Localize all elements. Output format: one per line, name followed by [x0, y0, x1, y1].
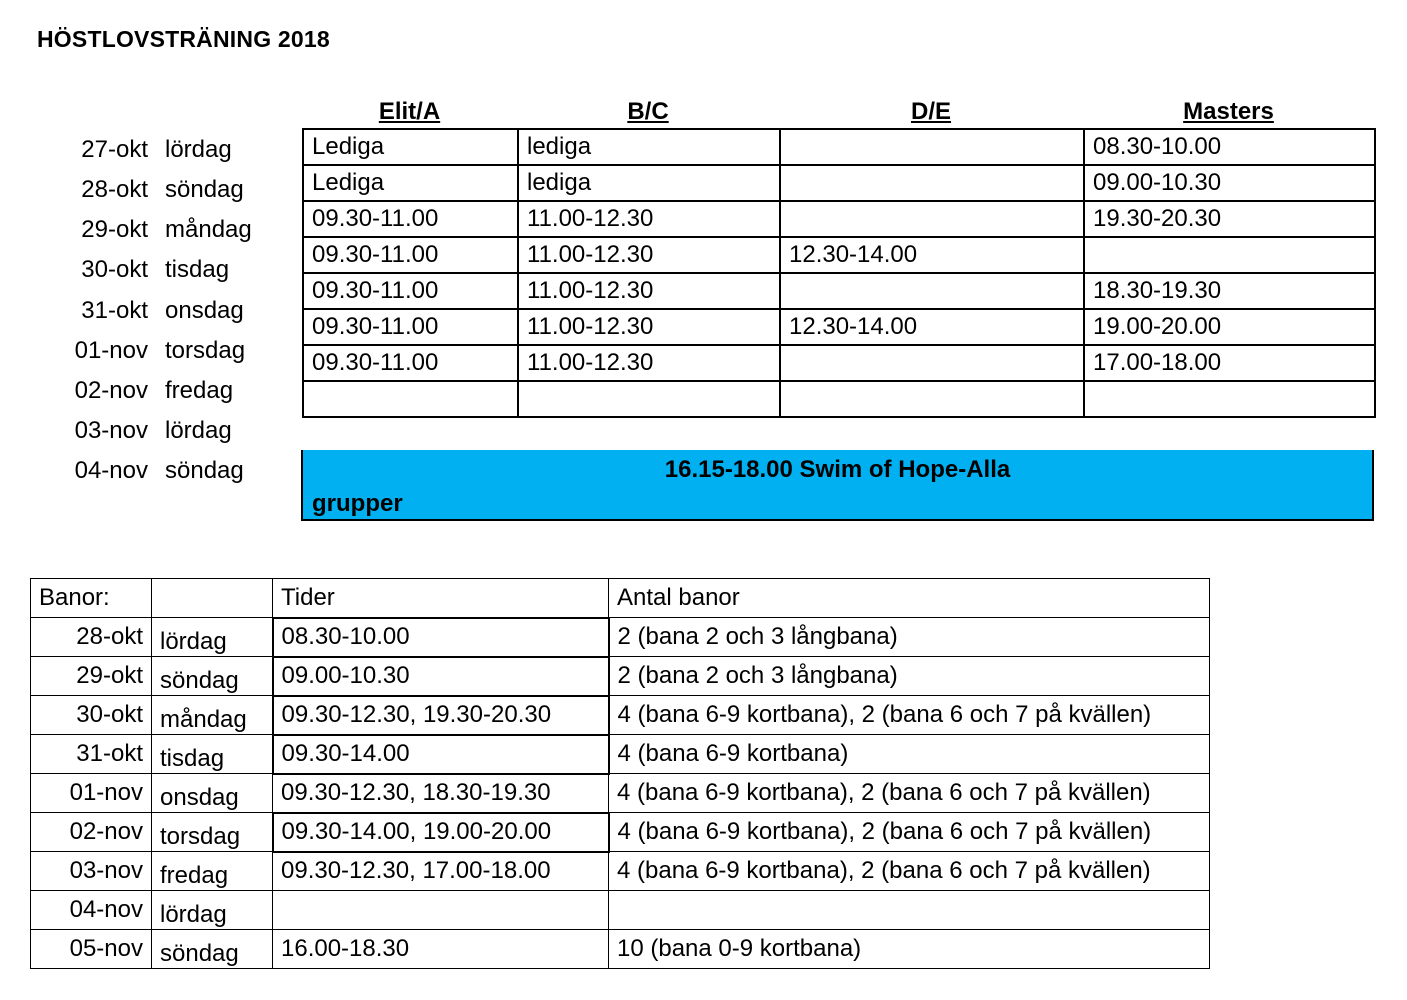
header-day — [152, 579, 273, 618]
schedule-row-label — [0, 291, 300, 331]
schedule-cell: 18.30-19.30 — [1084, 273, 1375, 309]
schedule-row-label — [0, 210, 300, 250]
schedule-cell: lediga — [518, 129, 780, 165]
schedule-day: torsdag — [165, 337, 246, 364]
schedule-day: tisdag — [165, 256, 230, 283]
header-antal-banor: Antal banor — [609, 579, 1210, 618]
schedule-cell: 11.00-12.30 — [518, 237, 780, 273]
table-row — [303, 129, 1375, 165]
lane-time: 09.30-12.30, 18.30-19.30 — [273, 774, 609, 813]
table-row — [303, 309, 1375, 345]
schedule-cell: 11.00-12.30 — [518, 345, 780, 381]
banner-subtitle: grupper — [312, 490, 403, 517]
table-row — [303, 237, 1375, 273]
lane-date: 30-okt — [31, 696, 152, 735]
lane-day: måndag — [152, 696, 273, 735]
schedule-day: söndag — [165, 176, 244, 203]
lane-time: 09.30-12.30, 19.30-20.30 — [273, 696, 609, 735]
schedule-day: söndag — [165, 457, 244, 484]
lane-count: 4 (bana 6-9 kortbana), 2 (bana 6 och 7 på kvällen) — [609, 774, 1210, 813]
schedule-cell: 12.30-14.00 — [780, 309, 1084, 345]
schedule-day: lördag — [165, 136, 232, 163]
table-row — [31, 852, 1210, 891]
lane-day: fredag — [152, 852, 273, 891]
lane-day: onsdag — [152, 774, 273, 813]
lane-day: lördag — [152, 618, 273, 657]
table-row — [303, 381, 1375, 417]
schedule-date: 30-okt — [81, 256, 148, 283]
lane-date: 04-nov — [31, 891, 152, 930]
schedule-row-label — [0, 331, 300, 371]
lane-day: torsdag — [152, 813, 273, 852]
lane-count: 4 (bana 6-9 kortbana), 2 (bana 6 och 7 på kvällen) — [609, 852, 1210, 891]
page-title: HÖSTLOVSTRÄNING 2018 — [37, 26, 330, 52]
schedule-cell: Lediga — [303, 165, 518, 201]
lane-count: 4 (bana 6-9 kortbana), 2 (bana 6 och 7 på kvällen) — [609, 696, 1210, 735]
table-row — [31, 618, 1210, 657]
schedule-cell — [780, 345, 1084, 381]
lane-day: tisdag — [152, 735, 273, 774]
lane-count: 4 (bana 6-9 kortbana), 2 (bana 6 och 7 på kvällen) — [609, 813, 1210, 852]
schedule-cell — [780, 129, 1084, 165]
lane-date: 03-nov — [31, 852, 152, 891]
schedule-cell: 11.00-12.30 — [518, 201, 780, 237]
lane-time: 09.00-10.30 — [273, 657, 609, 696]
training-schedule-table — [302, 128, 1376, 418]
lane-count — [609, 891, 1210, 930]
swim-of-hope-banner — [301, 450, 1374, 521]
group-header-elit-a: Elit/A — [378, 98, 441, 125]
schedule-row-label — [0, 411, 300, 451]
schedule-date: 01-nov — [74, 337, 148, 364]
schedule-cell: 09.30-11.00 — [303, 345, 518, 381]
banner-title: 16.15-18.00 Swim of Hope-Alla — [664, 456, 1011, 483]
schedule-cell: 09.30-11.00 — [303, 309, 518, 345]
schedule-cell: 12.30-14.00 — [780, 237, 1084, 273]
lane-time — [273, 891, 609, 930]
schedule-cell: 08.30-10.00 — [1084, 129, 1375, 165]
lane-count: 2 (bana 2 och 3 långbana) — [609, 618, 1210, 657]
schedule-row-label — [0, 371, 300, 411]
schedule-date: 02-nov — [74, 377, 148, 404]
schedule-day: onsdag — [165, 297, 244, 324]
group-header-b-c: B/C — [627, 98, 669, 125]
lane-day: lördag — [152, 891, 273, 930]
schedule-cell: Lediga — [303, 129, 518, 165]
schedule-row-label — [0, 250, 300, 290]
group-header-masters: Masters — [1183, 98, 1274, 125]
schedule-cell — [780, 273, 1084, 309]
schedule-cell: 19.00-20.00 — [1084, 309, 1375, 345]
lane-date: 29-okt — [31, 657, 152, 696]
schedule-date: 31-okt — [81, 297, 148, 324]
schedule-date: 27-okt — [81, 136, 148, 163]
schedule-day: måndag — [165, 216, 252, 243]
lane-time: 09.30-12.30, 17.00-18.00 — [273, 852, 609, 891]
table-row — [303, 201, 1375, 237]
schedule-cell: 17.00-18.00 — [1084, 345, 1375, 381]
lane-day: söndag — [152, 657, 273, 696]
lane-time: 09.30-14.00 — [273, 735, 609, 774]
schedule-cell — [303, 381, 518, 417]
schedule-cell: 11.00-12.30 — [518, 309, 780, 345]
table-row — [31, 774, 1210, 813]
lane-date: 28-okt — [31, 618, 152, 657]
schedule-date: 28-okt — [81, 176, 148, 203]
schedule-row-label — [0, 451, 300, 491]
lane-date: 05-nov — [31, 930, 152, 969]
schedule-cell — [1084, 381, 1375, 417]
lane-count: 4 (bana 6-9 kortbana) — [609, 735, 1210, 774]
table-row — [303, 345, 1375, 381]
lane-date: 31-okt — [31, 735, 152, 774]
table-row — [31, 696, 1210, 735]
schedule-cell: 09.30-11.00 — [303, 237, 518, 273]
schedule-cell: 09.00-10.30 — [1084, 165, 1375, 201]
schedule-cell: 09.30-11.00 — [303, 273, 518, 309]
lane-time: 09.30-14.00, 19.00-20.00 — [273, 813, 609, 852]
schedule-cell: 09.30-11.00 — [303, 201, 518, 237]
schedule-cell: 11.00-12.30 — [518, 273, 780, 309]
header-tider: Tider — [273, 579, 609, 618]
table-row — [31, 891, 1210, 930]
schedule-day: fredag — [165, 377, 234, 404]
schedule-row-label — [0, 130, 300, 170]
schedule-cell — [780, 201, 1084, 237]
schedule-day: lördag — [165, 417, 232, 444]
schedule-cell — [780, 165, 1084, 201]
lane-allocation-table — [30, 578, 1210, 969]
table-row — [303, 165, 1375, 201]
lane-time: 16.00-18.30 — [273, 930, 609, 969]
table-row — [31, 657, 1210, 696]
table-row — [303, 273, 1375, 309]
table-row — [31, 930, 1210, 969]
header-banor: Banor: — [31, 579, 152, 618]
schedule-cell — [1084, 237, 1375, 273]
lane-time: 08.30-10.00 — [273, 618, 609, 657]
table-header-row — [31, 579, 1210, 618]
schedule-cell: lediga — [518, 165, 780, 201]
schedule-row-label — [0, 170, 300, 210]
table-row — [31, 735, 1210, 774]
group-header-d-e: D/E — [910, 98, 951, 125]
schedule-cell: 19.30-20.30 — [1084, 201, 1375, 237]
lane-date: 01-nov — [31, 774, 152, 813]
lane-count: 10 (bana 0-9 kortbana) — [609, 930, 1210, 969]
lane-date: 02-nov — [31, 813, 152, 852]
schedule-date: 29-okt — [81, 216, 148, 243]
lane-day: söndag — [152, 930, 273, 969]
schedule-date: 03-nov — [74, 417, 148, 444]
table-row — [31, 813, 1210, 852]
schedule-date: 04-nov — [74, 457, 148, 484]
schedule-cell — [518, 381, 780, 417]
lane-count: 2 (bana 2 och 3 långbana) — [609, 657, 1210, 696]
schedule-cell — [780, 381, 1084, 417]
